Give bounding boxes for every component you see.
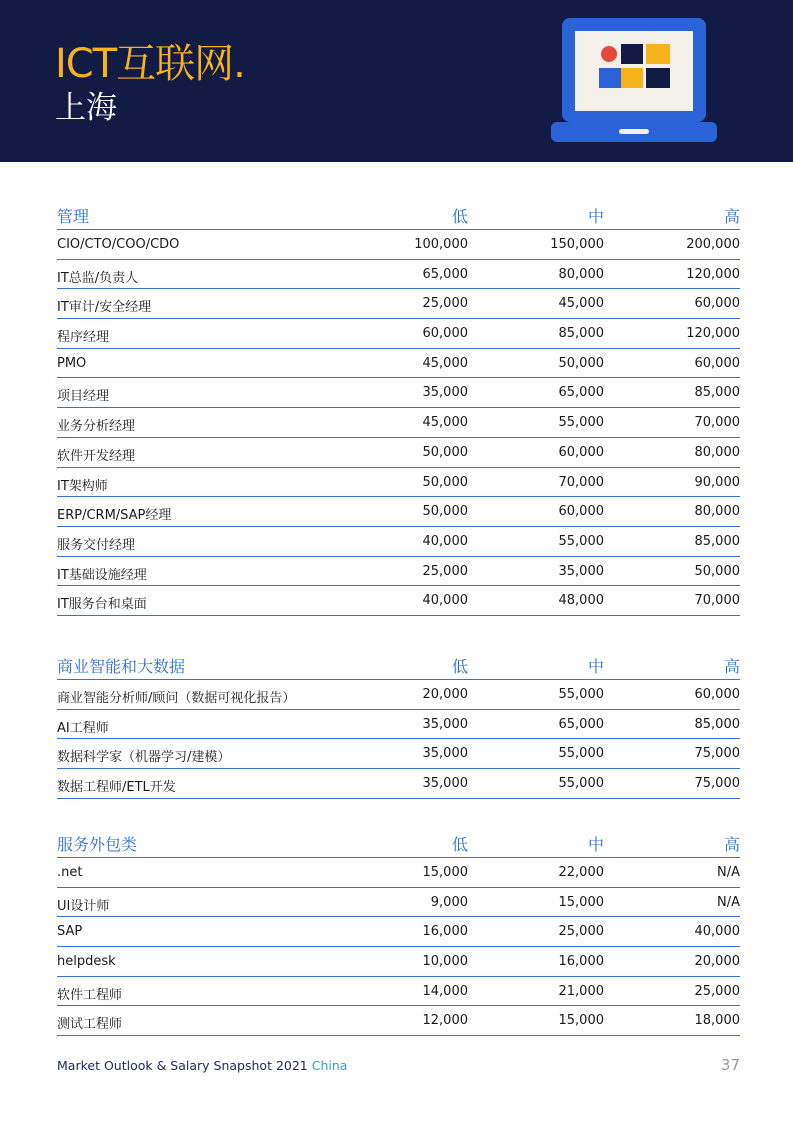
low-cell: 20,000 <box>422 687 468 702</box>
mid-cell: 16,000 <box>558 954 604 970</box>
footer-title: Market Outlook & Salary Snapshot 2021 <box>57 1058 308 1073</box>
col-low-header: 低 <box>451 657 468 676</box>
mid-cell: 60,000 <box>558 444 604 460</box>
table-row <box>57 349 740 379</box>
mid-cell: 150,000 <box>550 237 604 252</box>
role-cell: IT基础设施经理 <box>57 567 147 583</box>
low-cell: 35,000 <box>422 776 468 792</box>
high-cell: 85,000 <box>694 385 740 401</box>
section-title: 服务外包类 <box>57 835 138 854</box>
col-mid-header: 中 <box>587 657 604 676</box>
table-row <box>57 739 740 769</box>
col-low-header: 低 <box>451 835 468 854</box>
section-header <box>57 828 740 858</box>
high-cell: 70,000 <box>694 593 740 609</box>
col-low-header: 低 <box>451 207 468 226</box>
mid-cell: 85,000 <box>558 326 604 342</box>
high-cell: 60,000 <box>694 687 740 702</box>
mid-cell: 55,000 <box>558 776 604 792</box>
section-management <box>57 200 740 616</box>
low-cell: 45,000 <box>422 415 468 431</box>
role-cell: 业务分析经理 <box>57 419 136 435</box>
high-cell: 85,000 <box>694 716 740 732</box>
mid-cell: 21,000 <box>558 983 604 999</box>
role-cell: 数据科学家（机器学习/建模） <box>57 750 231 766</box>
mid-cell: 25,000 <box>558 924 604 940</box>
table-row <box>57 557 740 587</box>
table-row <box>57 710 740 740</box>
laptop-icon <box>549 18 719 144</box>
table-row <box>57 468 740 498</box>
low-cell: 50,000 <box>422 444 468 460</box>
page-number: 37 <box>720 1056 740 1074</box>
low-cell: 35,000 <box>422 746 468 762</box>
mid-cell: 15,000 <box>558 1013 604 1029</box>
high-cell: 50,000 <box>694 563 740 579</box>
role-cell: 项目经理 <box>57 389 110 405</box>
table-row <box>57 917 740 947</box>
role-cell: UI设计师 <box>57 898 110 914</box>
low-cell: 14,000 <box>422 983 468 999</box>
mid-cell: 22,000 <box>558 865 604 880</box>
high-cell: 25,000 <box>694 983 740 999</box>
high-cell: 90,000 <box>694 474 740 490</box>
high-cell: 40,000 <box>694 924 740 940</box>
role-cell: helpdesk <box>57 954 116 970</box>
table-row <box>57 769 740 799</box>
role-cell: IT总监/负责人 <box>57 270 139 286</box>
low-cell: 10,000 <box>422 954 468 970</box>
role-cell: 软件工程师 <box>57 987 123 1003</box>
high-cell: 18,000 <box>694 1013 740 1029</box>
low-cell: 35,000 <box>422 716 468 732</box>
col-mid-header: 中 <box>587 835 604 854</box>
role-cell: .net <box>57 865 83 880</box>
col-high-header: 高 <box>723 835 740 854</box>
high-cell: N/A <box>717 865 740 880</box>
role-cell: IT服务台和桌面 <box>57 597 147 613</box>
table-row <box>57 289 740 319</box>
section-outsourcing <box>57 828 740 1036</box>
table-row <box>57 378 740 408</box>
role-cell: CIO/CTO/COO/CDO <box>57 237 180 252</box>
footer-text <box>57 1058 347 1073</box>
table-row <box>57 1006 740 1036</box>
low-cell: 100,000 <box>414 237 468 252</box>
page-header <box>0 0 793 162</box>
role-cell: 服务交付经理 <box>57 537 136 553</box>
table-row <box>57 586 740 616</box>
low-cell: 40,000 <box>422 533 468 549</box>
low-cell: 9,000 <box>430 894 468 910</box>
low-cell: 16,000 <box>422 924 468 940</box>
mid-cell: 35,000 <box>558 563 604 579</box>
table-row <box>57 527 740 557</box>
table-row <box>57 680 740 710</box>
page-title: ICT互联网. <box>55 41 245 87</box>
mid-cell: 45,000 <box>558 296 604 312</box>
high-cell: 120,000 <box>686 326 740 342</box>
col-mid-header: 中 <box>587 207 604 226</box>
mid-cell: 15,000 <box>558 894 604 910</box>
low-cell: 45,000 <box>422 355 468 371</box>
low-cell: 40,000 <box>422 593 468 609</box>
table-row <box>57 858 740 888</box>
mid-cell: 65,000 <box>558 716 604 732</box>
role-cell: ERP/CRM/SAP经理 <box>57 508 172 524</box>
section-header <box>57 200 740 230</box>
table-row <box>57 408 740 438</box>
role-cell: SAP <box>57 924 83 940</box>
high-cell: N/A <box>717 894 740 910</box>
table-row <box>57 497 740 527</box>
mid-cell: 55,000 <box>558 415 604 431</box>
col-high-header: 高 <box>723 657 740 676</box>
table-row <box>57 230 740 260</box>
role-cell: 程序经理 <box>57 330 110 346</box>
mid-cell: 50,000 <box>558 355 604 371</box>
high-cell: 75,000 <box>694 776 740 792</box>
table-row <box>57 947 740 977</box>
low-cell: 15,000 <box>422 865 468 880</box>
high-cell: 120,000 <box>686 266 740 282</box>
table-row <box>57 260 740 290</box>
section-title: 管理 <box>57 207 90 226</box>
mid-cell: 55,000 <box>558 687 604 702</box>
role-cell: IT架构师 <box>57 478 108 494</box>
mid-cell: 65,000 <box>558 385 604 401</box>
high-cell: 75,000 <box>694 746 740 762</box>
role-cell: AI工程师 <box>57 720 109 736</box>
role-cell: 商业智能分析师/顾问（数据可视化报告） <box>57 691 296 706</box>
role-cell: 数据工程师/ETL开发 <box>57 780 176 796</box>
table-row <box>57 438 740 468</box>
table-row <box>57 319 740 349</box>
role-cell: IT审计/安全经理 <box>57 300 152 316</box>
high-cell: 70,000 <box>694 415 740 431</box>
mid-cell: 48,000 <box>558 593 604 609</box>
high-cell: 85,000 <box>694 533 740 549</box>
role-cell: 软件开发经理 <box>57 448 136 464</box>
low-cell: 35,000 <box>422 385 468 401</box>
mid-cell: 70,000 <box>558 474 604 490</box>
section-title: 商业智能和大数据 <box>57 657 186 676</box>
mid-cell: 60,000 <box>558 504 604 520</box>
low-cell: 60,000 <box>422 326 468 342</box>
table-row <box>57 888 740 918</box>
low-cell: 25,000 <box>422 296 468 312</box>
high-cell: 60,000 <box>694 355 740 371</box>
section-header <box>57 650 740 680</box>
low-cell: 25,000 <box>422 563 468 579</box>
low-cell: 12,000 <box>422 1013 468 1029</box>
footer-accent: China <box>311 1058 348 1073</box>
high-cell: 80,000 <box>694 504 740 520</box>
col-high-header: 高 <box>723 207 740 226</box>
high-cell: 80,000 <box>694 444 740 460</box>
high-cell: 60,000 <box>694 296 740 312</box>
role-cell: PMO <box>57 355 87 371</box>
mid-cell: 80,000 <box>558 266 604 282</box>
section-bi-bigdata <box>57 650 740 799</box>
low-cell: 50,000 <box>422 474 468 490</box>
mid-cell: 55,000 <box>558 746 604 762</box>
mid-cell: 55,000 <box>558 533 604 549</box>
high-cell: 200,000 <box>686 237 740 252</box>
low-cell: 65,000 <box>422 266 468 282</box>
low-cell: 50,000 <box>422 504 468 520</box>
page-subtitle: 上海 <box>55 90 117 126</box>
high-cell: 20,000 <box>694 954 740 970</box>
table-row <box>57 977 740 1007</box>
role-cell: 测试工程师 <box>57 1017 123 1033</box>
